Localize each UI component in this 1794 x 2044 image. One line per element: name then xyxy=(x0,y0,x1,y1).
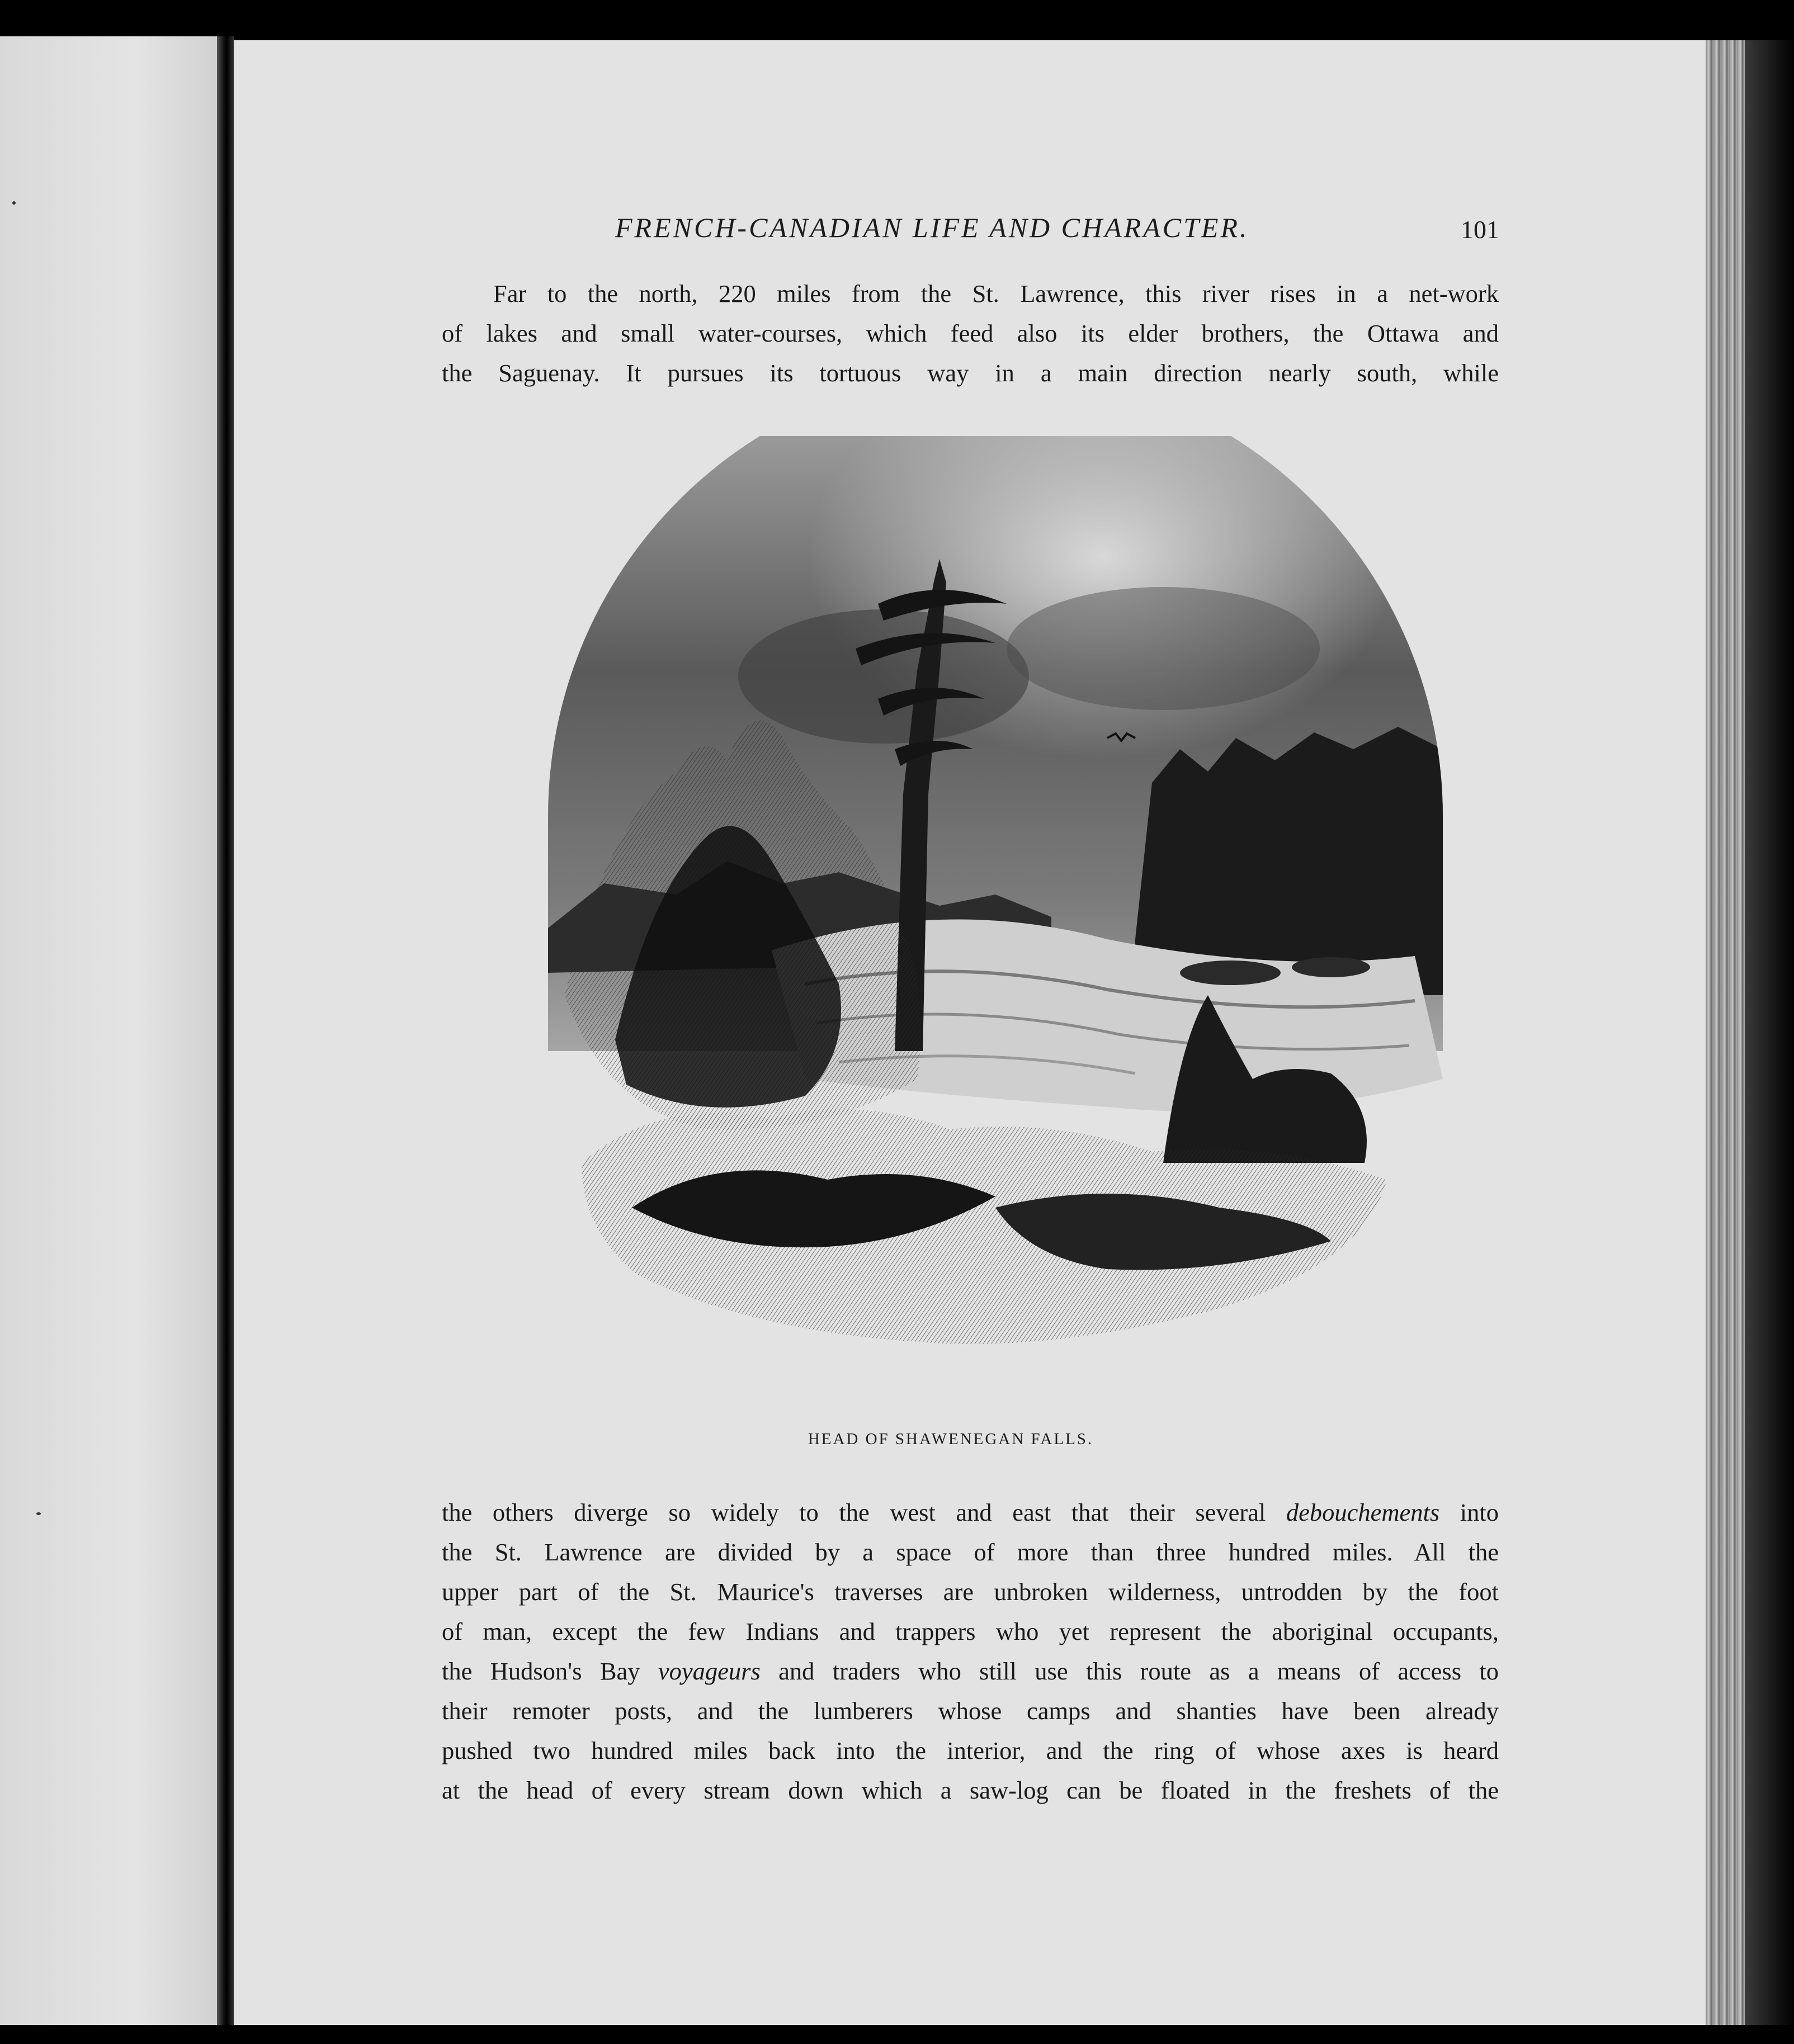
text-line: their remoter posts, and the lumberers whose camps and shanties have been already xyxy=(442,1697,1499,1725)
text-line: upper part of the St. Maurice's traverses are unbroken wilderness, untrodden by the foot xyxy=(442,1578,1499,1606)
book-gutter xyxy=(217,36,234,2027)
text-line: the others diverge so widely to the west and east that their several debouchements into xyxy=(442,1498,1499,1526)
text-line: pushed two hundred miles back into the interior, and the ring of whose axes is heard xyxy=(442,1737,1499,1764)
text-line: the Hudson's Bay voyageurs and traders who still use this route as a means of access to xyxy=(442,1657,1499,1685)
text-line: the St. Lawrence are divided by a space of more than three hundred miles. All the xyxy=(442,1538,1499,1566)
text-line: of man, except the few Indians and trappers who yet represent the aboriginal occupants, xyxy=(442,1617,1499,1645)
italic-term: debouchements xyxy=(1286,1498,1440,1526)
paragraph-bottom xyxy=(442,1493,1499,1810)
scan-top-border xyxy=(0,0,1794,39)
text-line: the Saguenay. It pursues its tortuous way in a main direction nearly south, while xyxy=(442,359,1499,387)
text-line: at the head of every stream down which a saw-log can be floated in the freshets of the xyxy=(442,1776,1499,1804)
speck xyxy=(36,1512,41,1515)
verso-page-edge xyxy=(0,36,224,2027)
waterfall-engraving xyxy=(492,436,1476,1431)
paragraph-top xyxy=(442,274,1499,393)
italic-term: voyageurs xyxy=(658,1657,761,1685)
text-line: of lakes and small water-courses, which feed also its elder brothers, the Ottawa and xyxy=(442,319,1499,347)
running-head: FRENCH-CANADIAN LIFE AND CHARACTER. xyxy=(615,212,1249,243)
page-number: 101 xyxy=(1461,215,1499,244)
speck xyxy=(12,201,16,205)
text-line: Far to the north, 220 miles from the St. Lawrence, this river rises in a net-work xyxy=(493,280,1499,307)
page-edge-shadow xyxy=(1745,40,1794,2031)
scan-bottom-border xyxy=(0,2025,1794,2044)
illustration-caption: HEAD OF SHAWENEGAN FALLS. xyxy=(808,1430,1094,1448)
